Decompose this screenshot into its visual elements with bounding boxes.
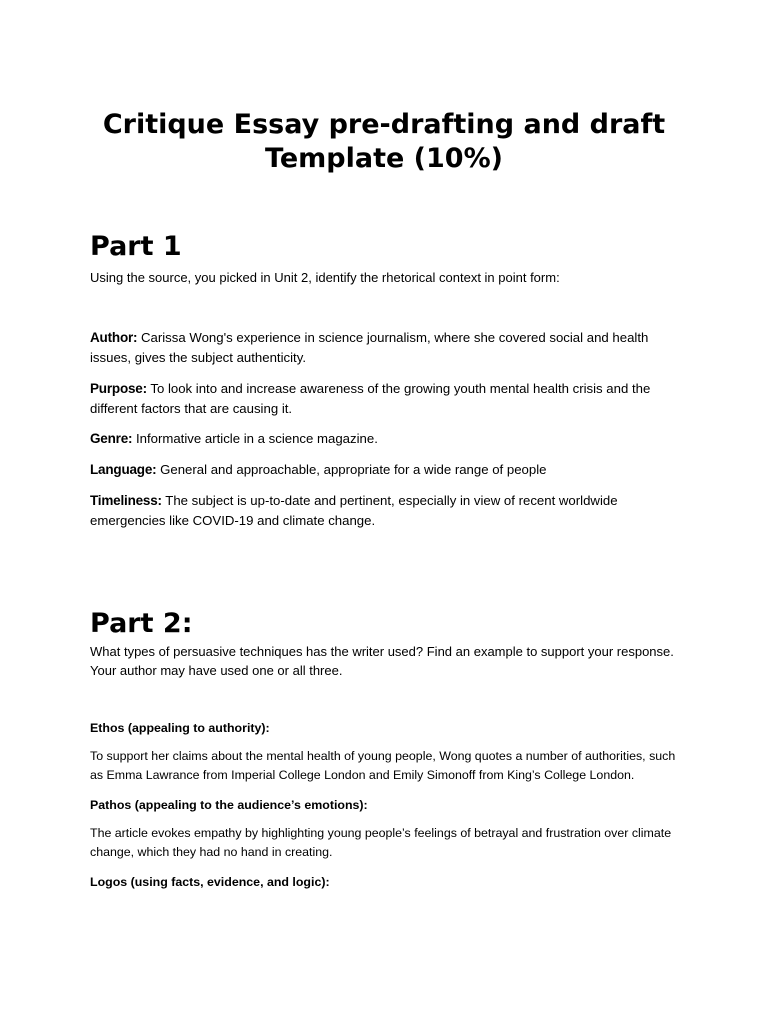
ethos-text: To support her claims about the mental health of young people, Wong quotes a number of authorities, such as Emma Lawrance from Imperial College London and Emily Simonoff from King’s College London. (90, 749, 676, 782)
timeliness-text: The subject is up-to-date and pertinent, especially in view of recent worldwide emergencies like COVID-19 and climate change. (90, 493, 618, 528)
part-1-heading: Part 1 (90, 231, 182, 262)
timeliness-label: Timeliness: (90, 493, 162, 508)
author-text: Carissa Wong's experience in science journalism, where she covered social and health issues, gives the subject authenticity. (90, 330, 649, 365)
genre-text: Informative article in a science magazine. (132, 431, 378, 446)
logos-label: Logos (using facts, evidence, and logic): (90, 875, 330, 889)
pathos-text: The article evokes empathy by highlighting young people’s feelings of betrayal and frustration over climate change, which they had no hand in creating. (90, 826, 672, 859)
genre-field (90, 429, 682, 449)
document-title-line-2: Template (10%) (264, 143, 503, 174)
genre-label: Genre: (90, 431, 133, 446)
timeliness-field (90, 491, 682, 531)
author-field (90, 328, 682, 368)
part-2-heading: Part 2: (90, 608, 193, 639)
ethos-label: Ethos (appealing to authority): (90, 721, 270, 735)
language-label: Language: (90, 462, 157, 477)
purpose-field (90, 379, 682, 419)
purpose-text: To look into and increase awareness of the growing youth mental health crisis and the different factors that are causing it. (90, 381, 651, 416)
part-1-intro: Using the source, you picked in Unit 2, identify the rhetorical context in point form: (90, 270, 560, 285)
document-title-line-1: Critique Essay pre-drafting and draft (102, 109, 666, 140)
document-title (60, 108, 708, 176)
language-field (90, 460, 682, 480)
purpose-label: Purpose: (90, 381, 147, 396)
language-text: General and approachable, appropriate for a wide range of people (156, 462, 547, 477)
author-label: Author: (90, 330, 138, 345)
part-2-intro: What types of persuasive techniques has the writer used? Find an example to support your response. Your author may have used one or all three. (90, 644, 674, 678)
pathos-label: Pathos (appealing to the audience’s emotions): (90, 798, 368, 812)
